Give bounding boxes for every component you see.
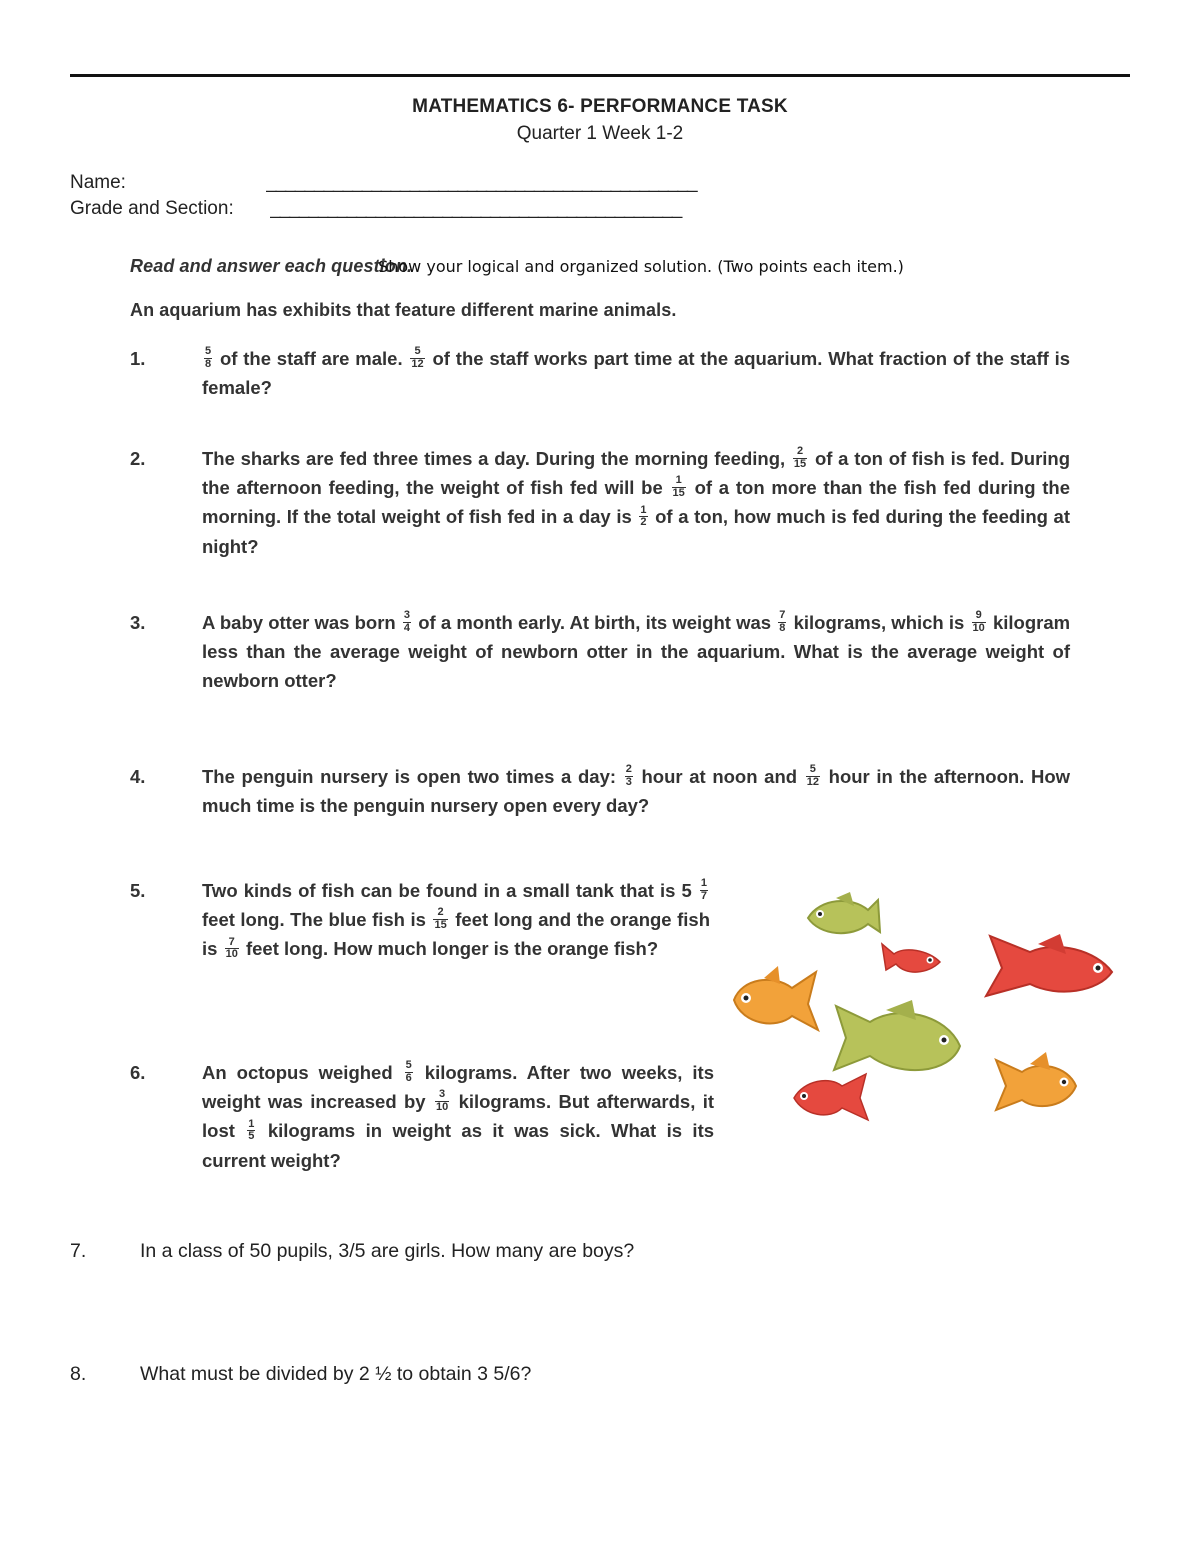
question-text-segment: The sharks are fed three times a day. During the morning feeding, [202, 448, 786, 469]
fraction-numerator: 2 [625, 763, 632, 776]
fraction-numerator: 1 [248, 1117, 255, 1130]
fraction [410, 346, 424, 370]
green-fish-icon [834, 1000, 960, 1070]
fraction [700, 878, 708, 902]
fraction [204, 346, 212, 370]
page-subtitle: Quarter 1 Week 1-2 [516, 123, 684, 144]
fraction-numerator: 3 [439, 1088, 446, 1101]
intro-text: An aquarium has exhibits that feature different marine animals. [130, 300, 677, 320]
fraction-denominator: 15 [793, 457, 807, 470]
red-fish-icon [986, 934, 1112, 996]
fraction [247, 1119, 255, 1143]
question-number: 8. [70, 1363, 87, 1385]
fraction-numerator: 9 [975, 609, 982, 622]
fraction [639, 505, 647, 529]
question-text-segment: of a ton more than the fish fed during the morning. If the total weight of fish fed in a day is [202, 477, 1071, 528]
fraction-numerator: 5 [809, 763, 816, 776]
fraction [778, 610, 786, 634]
question-text-segment: kilogram less than the average weight of newborn otter in the aquarium. What is the average weight of newborn otter? [202, 612, 1071, 692]
question-text-segment: of a month early. At birth, its weight was [418, 612, 772, 633]
question-text-segment: An octopus weighed [202, 1062, 393, 1083]
fraction [435, 1089, 449, 1113]
red-fish-icon [794, 1074, 868, 1120]
question-text [202, 876, 710, 964]
fraction-denominator: 6 [405, 1071, 412, 1084]
question-number: 1. [130, 348, 146, 369]
question-text [202, 1058, 714, 1175]
fraction-denominator: 4 [403, 621, 411, 634]
fraction [433, 907, 447, 931]
fraction-numerator: 1 [700, 877, 708, 890]
fraction-denominator: 12 [411, 357, 424, 370]
question-text-segment: feet long. The blue fish is [202, 909, 426, 931]
fraction-denominator: 2 [640, 516, 647, 529]
question-text-segment: hour at noon and [641, 766, 798, 787]
question-text-segment: kilograms in weight as it was sick. What is its current weight? [202, 1120, 715, 1171]
name-label: Name: [70, 172, 126, 193]
question-text [202, 444, 1070, 561]
question-text: In a class of 50 pupils, 3/5 are girls. How many are boys? [140, 1240, 635, 1262]
header-rule [70, 74, 1130, 77]
fraction-numerator: 7 [228, 935, 235, 948]
question-text-segment: of the staff works part time at the aquarium. What fraction of the staff is female? [202, 348, 1071, 399]
fraction-denominator: 8 [205, 357, 212, 370]
fraction [405, 1060, 413, 1084]
fraction-numerator: 5 [414, 345, 421, 358]
fraction [625, 764, 633, 788]
fraction-denominator: 15 [672, 486, 685, 499]
page-title: MATHEMATICS 6- PERFORMANCE TASK [412, 96, 788, 117]
orange-fish-icon [734, 966, 818, 1030]
fraction-denominator: 8 [779, 621, 786, 634]
fraction-numerator: 5 [205, 345, 212, 358]
question-text-segment: hour in the afternoon. How much time is the penguin nursery open every day? [202, 766, 1071, 817]
question-text-segment: of a ton, how much is fed during the feeding at night? [202, 506, 1070, 557]
fraction [793, 446, 807, 470]
question-text-segment: Two kinds of fish can be found in a small tank that is 5 [202, 880, 692, 901]
fraction-numerator: 2 [796, 445, 804, 458]
grade-section-blank-line[interactable]: ___________________________________________ [270, 198, 682, 219]
fraction-numerator: 3 [403, 609, 411, 622]
question-text-segment: feet long and the orange fish is [202, 909, 711, 960]
instructions [130, 256, 904, 277]
fraction-denominator: 5 [248, 1130, 255, 1143]
question-text-segment: kilograms. After two weeks, its weight was increased by [202, 1062, 714, 1113]
fraction-denominator: 10 [435, 1100, 449, 1113]
question-number: 4. [130, 766, 146, 787]
instructions-lead: Read and answer each question. [130, 256, 413, 276]
question-number: 2. [130, 448, 146, 469]
red-fish-icon [882, 944, 940, 972]
name-field[interactable] [70, 172, 697, 194]
fraction-denominator: 12 [806, 775, 819, 788]
fraction-denominator: 3 [625, 775, 632, 788]
question-text [202, 344, 1070, 402]
fraction-denominator: 10 [972, 621, 985, 634]
fraction-numerator: 1 [675, 474, 682, 487]
question-text-segment: of a ton of fish is fed. During the afternoon feeding, the weight of fish fed will be [202, 448, 1071, 499]
fish-group-icon [720, 880, 1130, 1130]
question-text-segment: kilograms. But afterwards, it lost [202, 1091, 714, 1142]
fraction-numerator: 1 [640, 503, 647, 516]
fraction-numerator: 2 [437, 906, 444, 919]
green-fish-icon [808, 892, 880, 933]
question-text [202, 608, 1070, 696]
fraction-numerator: 5 [405, 1059, 412, 1072]
question-number: 7. [70, 1240, 87, 1262]
grade-section-label: Grade and Section: [70, 198, 234, 219]
name-blank-line[interactable]: _____________________________________________ [266, 172, 697, 193]
orange-fish-icon [996, 1052, 1076, 1110]
question-text-segment: feet long. How much longer is the orange fish? [245, 938, 659, 960]
fraction [972, 610, 986, 634]
question-number: 6. [130, 1062, 146, 1083]
question-text-segment: of the staff are male. [219, 348, 403, 369]
fraction-denominator: 15 [434, 918, 447, 931]
instructions-rest: Show your logical and organized solution. (Two points each item.) [378, 257, 904, 276]
question-text: What must be divided by 2 ½ to obtain 3 5/6? [140, 1363, 532, 1385]
fraction [672, 475, 686, 499]
fraction-denominator: 10 [225, 948, 238, 961]
question-text-segment: The penguin nursery is open two times a day: [202, 766, 617, 787]
fraction-numerator: 7 [779, 609, 786, 622]
fraction [403, 610, 411, 634]
fraction [806, 764, 820, 788]
grade-section-field[interactable] [70, 198, 682, 220]
question-number: 3. [130, 612, 146, 633]
question-text-segment: A baby otter was born [202, 612, 396, 633]
question-number: 5. [130, 880, 146, 901]
question-text-segment: kilograms, which is [793, 612, 965, 633]
fraction [225, 937, 239, 961]
fraction-denominator: 7 [700, 889, 708, 902]
question-text [202, 762, 1070, 820]
